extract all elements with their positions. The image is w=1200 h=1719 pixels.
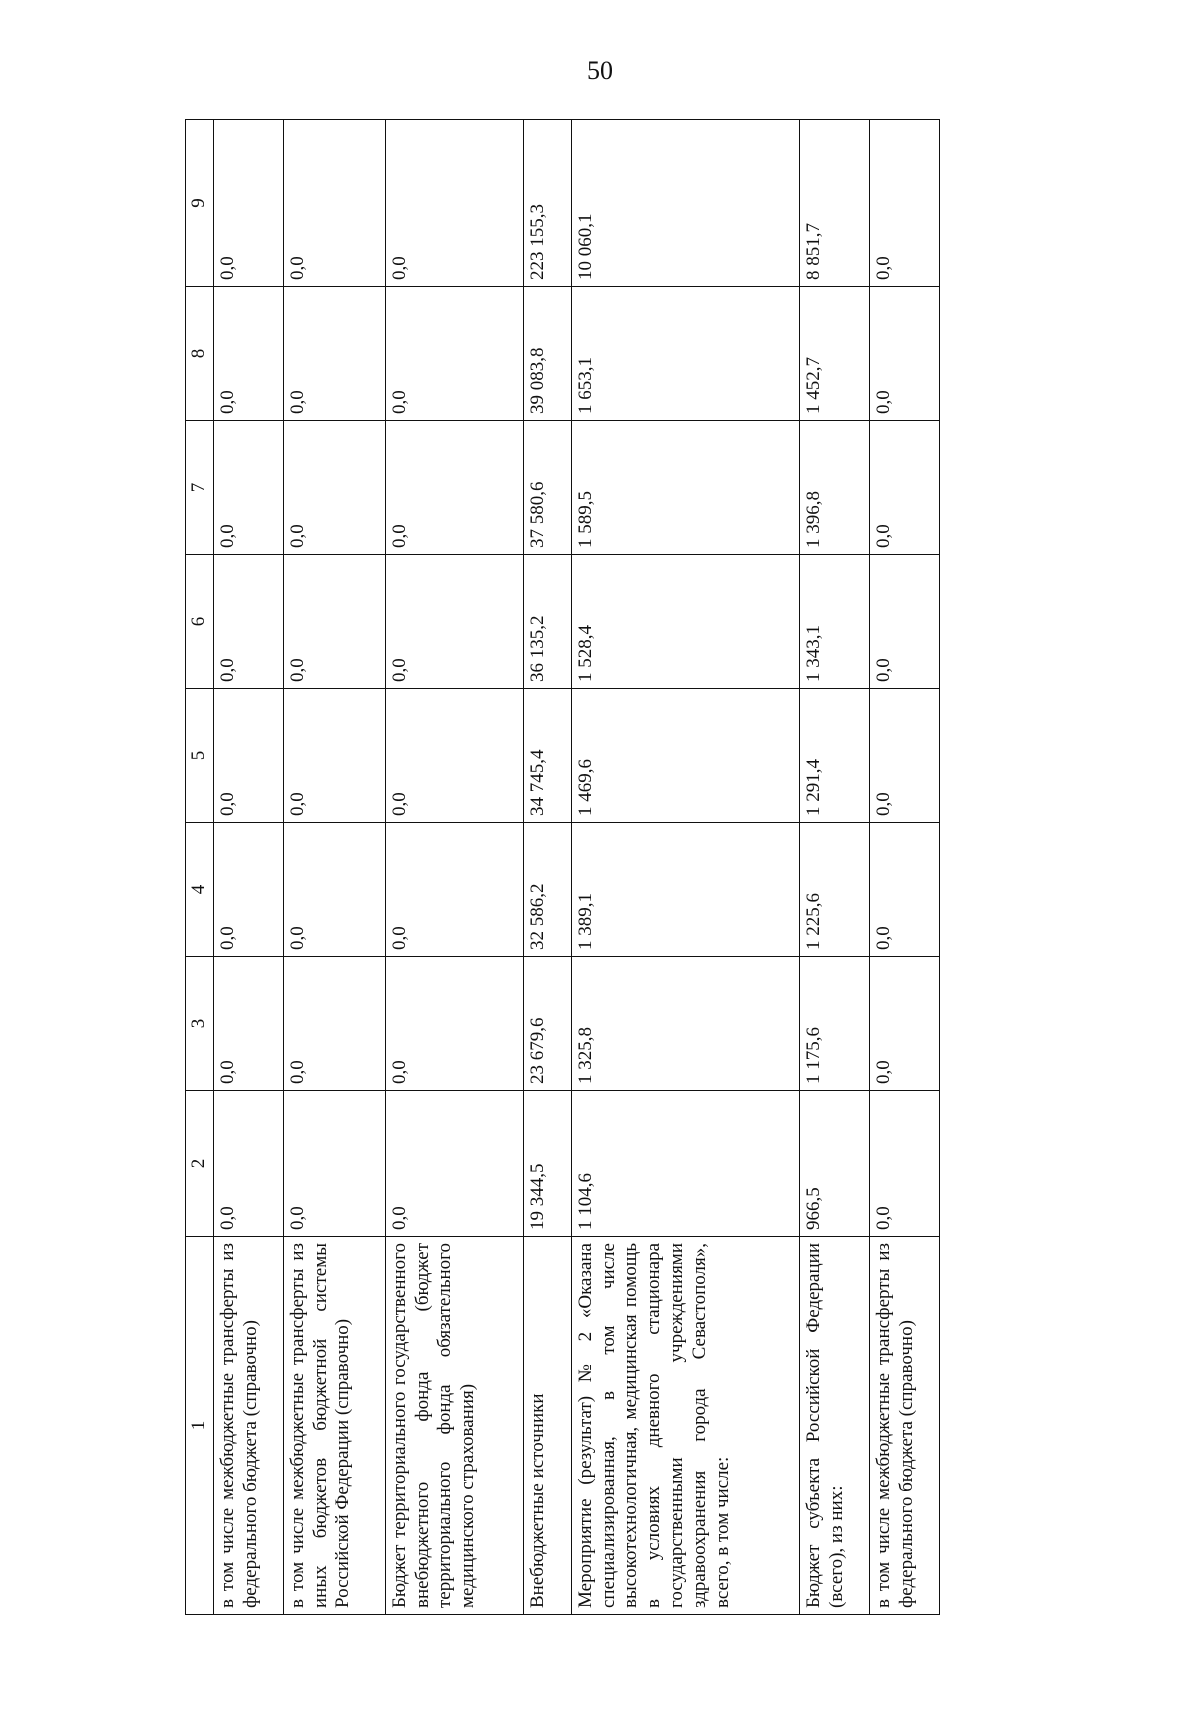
table-cell: 1 469,6 [571,689,799,823]
header-row [186,120,214,1615]
table-cell: 0,0 [869,287,939,421]
table-cell: 0,0 [213,287,283,421]
table-cell: 1 325,8 [571,957,799,1091]
table-cell: 1 396,8 [799,421,869,555]
table-cell: 0,0 [283,1091,385,1237]
table-cell: 0,0 [869,823,939,957]
table-cell: 1 452,7 [799,287,869,421]
table-cell: 0,0 [869,555,939,689]
table-body [213,120,939,1615]
row-label: Бюджет территориального государственного внебюджетного фонда (бюджет территориального фонда обязательного медицинского страхования) [385,1237,523,1615]
table-cell: 0,0 [869,421,939,555]
table-cell: 10 060,1 [571,120,799,287]
table-cell: 0,0 [385,287,523,421]
table-cell: 32 586,2 [523,823,571,957]
table-cell: 37 580,6 [523,421,571,555]
table-cell: 0,0 [869,689,939,823]
table-cell: 0,0 [213,555,283,689]
table-cell: 0,0 [385,689,523,823]
row-label: в том числе межбюджетные трансферты из федерального бюджета (справочно) [213,1237,283,1615]
table-row [869,120,939,1615]
table-cell: 0,0 [869,957,939,1091]
row-label: Бюджет субъекта Российской Федерации (всего), из них: [799,1237,869,1615]
table-cell: 23 679,6 [523,957,571,1091]
table-cell: 1 589,5 [571,421,799,555]
table-cell: 0,0 [385,120,523,287]
budget-table [185,119,940,1615]
column-header: 6 [186,555,214,689]
table-cell: 966,5 [799,1091,869,1237]
table-cell: 39 083,8 [523,287,571,421]
column-header: 1 [186,1237,214,1615]
table-cell: 0,0 [283,421,385,555]
table-cell: 1 104,6 [571,1091,799,1237]
table-row [385,120,523,1615]
table-row [799,120,869,1615]
row-label: Внебюджетные источники [523,1237,571,1615]
table-cell: 1 291,4 [799,689,869,823]
table-cell: 0,0 [283,120,385,287]
table-cell: 8 851,7 [799,120,869,287]
page-number: 50 [587,56,613,85]
column-header: 4 [186,823,214,957]
table-row [571,120,799,1615]
table-cell: 1 175,6 [799,957,869,1091]
row-label: Мероприятие (результат) № 2 «Оказана специализированная, в том числе высокотехнологичная, медицинская помощь в условиях дневного стационара государственными учреждениями здравоохранения города Севастополя», всего, в том числе: [571,1237,799,1615]
table-cell: 36 135,2 [523,555,571,689]
table-cell: 0,0 [213,957,283,1091]
table-cell: 0,0 [213,1091,283,1237]
table-cell: 19 344,5 [523,1091,571,1237]
table-cell: 0,0 [213,823,283,957]
table-cell: 0,0 [213,120,283,287]
table-cell: 0,0 [283,555,385,689]
column-header: 8 [186,287,214,421]
table-cell: 1 343,1 [799,555,869,689]
table-row [283,120,385,1615]
column-header: 3 [186,957,214,1091]
table-row [523,120,571,1615]
row-label: в том числе межбюджетные трансферты из иных бюджетов бюджетной системы Российской Федерации (справочно) [283,1237,385,1615]
table-cell: 223 155,3 [523,120,571,287]
table-cell: 0,0 [385,1091,523,1237]
table-cell: 34 745,4 [523,689,571,823]
table-cell: 0,0 [385,823,523,957]
table-cell: 0,0 [385,555,523,689]
column-header: 5 [186,689,214,823]
table-cell: 1 389,1 [571,823,799,957]
table-cell: 0,0 [869,1091,939,1237]
table-cell: 1 653,1 [571,287,799,421]
table-cell: 0,0 [385,957,523,1091]
table-cell: 0,0 [283,287,385,421]
column-header: 7 [186,421,214,555]
rotated-table-container [185,120,1030,1615]
table-cell: 0,0 [283,957,385,1091]
column-header: 2 [186,1091,214,1237]
table-cell: 0,0 [213,689,283,823]
table-cell: 0,0 [869,120,939,287]
column-header: 9 [186,120,214,287]
table-cell: 0,0 [213,421,283,555]
table-cell: 0,0 [385,421,523,555]
table-cell: 0,0 [283,823,385,957]
table-cell: 1 225,6 [799,823,869,957]
table-row [213,120,283,1615]
table-cell: 1 528,4 [571,555,799,689]
row-label: в том числе межбюджетные трансферты из федерального бюджета (справочно) [869,1237,939,1615]
table-cell: 0,0 [283,689,385,823]
